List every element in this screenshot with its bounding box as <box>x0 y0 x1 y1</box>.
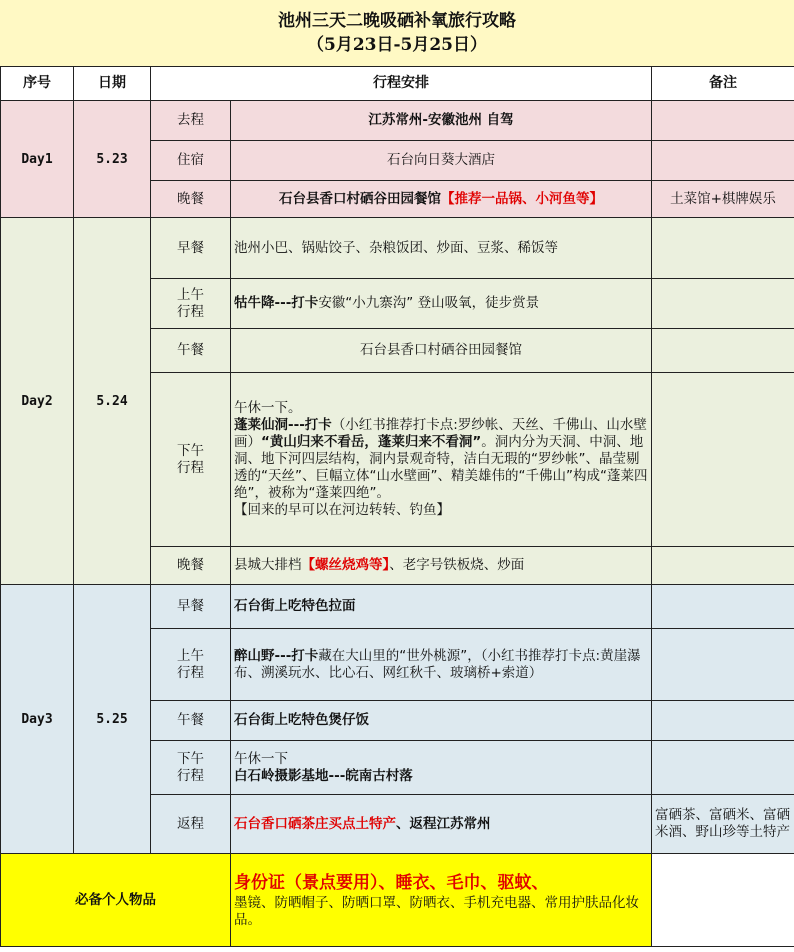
day3-date: 5.25 <box>74 585 151 854</box>
day3-slot-afternoon: 下午 行程 <box>151 741 231 795</box>
day2-dinner-content: 县城大排档【螺丝烧鸡等】、老字号铁板烧、炒面 <box>231 547 652 585</box>
header-schedule: 行程安排 <box>151 67 652 101</box>
day1-depart-content: 江苏常州-安徽池州 自驾 <box>231 101 652 141</box>
day1-label: Day1 <box>1 101 74 218</box>
day2-date: 5.24 <box>74 218 151 585</box>
day1-slot-dinner: 晚餐 <box>151 181 231 218</box>
day3-breakfast-content: 石台街上吃特色拉面 <box>231 585 652 629</box>
day3-return-note: 富硒茶、富硒米、富硒米酒、野山珍等土特产 <box>652 795 794 854</box>
header-row <box>1 67 794 101</box>
day3-morning-content: 醉山野---打卡藏在大山里的“世外桃源”，（小红书推荐打卡点:黄崖瀑布、溯溪玩水、比心石、网红秋千、玻璃桥+索道） <box>231 629 652 701</box>
day2-afternoon-note <box>652 373 794 547</box>
day1-slot-depart: 去程 <box>151 101 231 141</box>
day3-lunch-content: 石台街上吃特色煲仔饭 <box>231 701 652 741</box>
must-bring-label: 必备个人物品 <box>1 854 231 947</box>
header-seq: 序号 <box>1 67 74 101</box>
day3-label: Day3 <box>1 585 74 854</box>
title-line-2: （5月23日-5月25日） <box>306 35 488 55</box>
header-notes: 备注 <box>652 67 794 101</box>
day3-slot-lunch: 午餐 <box>151 701 231 741</box>
day2-dinner-note <box>652 547 794 585</box>
table-row <box>1 585 794 629</box>
day2-slot-lunch: 午餐 <box>151 329 231 373</box>
day2-lunch-note <box>652 329 794 373</box>
day3-lunch-note <box>652 701 794 741</box>
day3-slot-return: 返程 <box>151 795 231 854</box>
day2-slot-morning: 上午 行程 <box>151 279 231 329</box>
itinerary-table <box>0 66 794 947</box>
day3-return-content: 石台香口硒茶庄买点土特产、返程江苏常州 <box>231 795 652 854</box>
table-row <box>1 101 794 141</box>
day1-dinner-note: 土菜馆+棋牌娱乐 <box>652 181 794 218</box>
day3-breakfast-note <box>652 585 794 629</box>
day1-dinner-recommend: 【推荐一品锅、小河鱼等】 <box>441 190 603 207</box>
day1-stay-content: 石台向日葵大酒店 <box>231 141 652 181</box>
day2-morning-content: 牯牛降---打卡安徽“小九寨沟” 登山吸氧，徒步赏景 <box>231 279 652 329</box>
day2-slot-breakfast: 早餐 <box>151 218 231 279</box>
day2-morning-note <box>652 279 794 329</box>
day2-slot-dinner: 晚餐 <box>151 547 231 585</box>
day2-label: Day2 <box>1 218 74 585</box>
day1-dinner-place: 石台县香口村硒谷田园餐馆 <box>279 190 441 207</box>
must-bring-note <box>652 854 794 947</box>
day1-stay-note <box>652 141 794 181</box>
must-bring-content: 身份证（景点要用）、睡衣、毛巾、驱蚊、 墨镜、防晒帽子、防晒口罩、防晒衣、手机充电器、常用护肤品化妆品。 <box>231 854 652 947</box>
day3-afternoon-note <box>652 741 794 795</box>
day2-lunch-content: 石台县香口村硒谷田园餐馆 <box>231 329 652 373</box>
day3-afternoon-content: 午休一下 白石岭摄影基地---皖南古村落 <box>231 741 652 795</box>
day1-slot-stay: 住宿 <box>151 141 231 181</box>
day1-depart-note <box>652 101 794 141</box>
day2-breakfast-note <box>652 218 794 279</box>
title-line-1: 池州三天二晚吸硒补氧旅行攻略 <box>278 11 516 31</box>
table-row <box>1 854 794 947</box>
day2-slot-afternoon: 下午 行程 <box>151 373 231 547</box>
itinerary-title <box>0 0 794 66</box>
day2-afternoon-content: 午休一下。 蓬莱仙洞---打卡（小红书推荐打卡点:罗纱帐、天丝、千佛山、山水壁画）“黄山归来不看岳，蓬莱归来不看洞”。洞内分为天洞、中洞、地洞、地下河四层结构，洞内景观奇特，洁白无瑕的“罗纱帐”、晶莹剔透的“天丝”、巨幅立体“山水壁画”、精美雄伟的“千佛山”构成“蓬莱四绝”，被称为“蓬莱四绝”。 【回来的早可以在河边转转、钓鱼】 <box>231 373 652 547</box>
day1-date: 5.23 <box>74 101 151 218</box>
header-date: 日期 <box>74 67 151 101</box>
day2-breakfast-content: 池州小巴、锅贴饺子、杂粮饭团、炒面、豆浆、稀饭等 <box>231 218 652 279</box>
day3-morning-note <box>652 629 794 701</box>
day3-slot-breakfast: 早餐 <box>151 585 231 629</box>
day3-slot-morning: 上午 行程 <box>151 629 231 701</box>
day1-dinner-content <box>231 181 652 218</box>
table-row <box>1 218 794 279</box>
